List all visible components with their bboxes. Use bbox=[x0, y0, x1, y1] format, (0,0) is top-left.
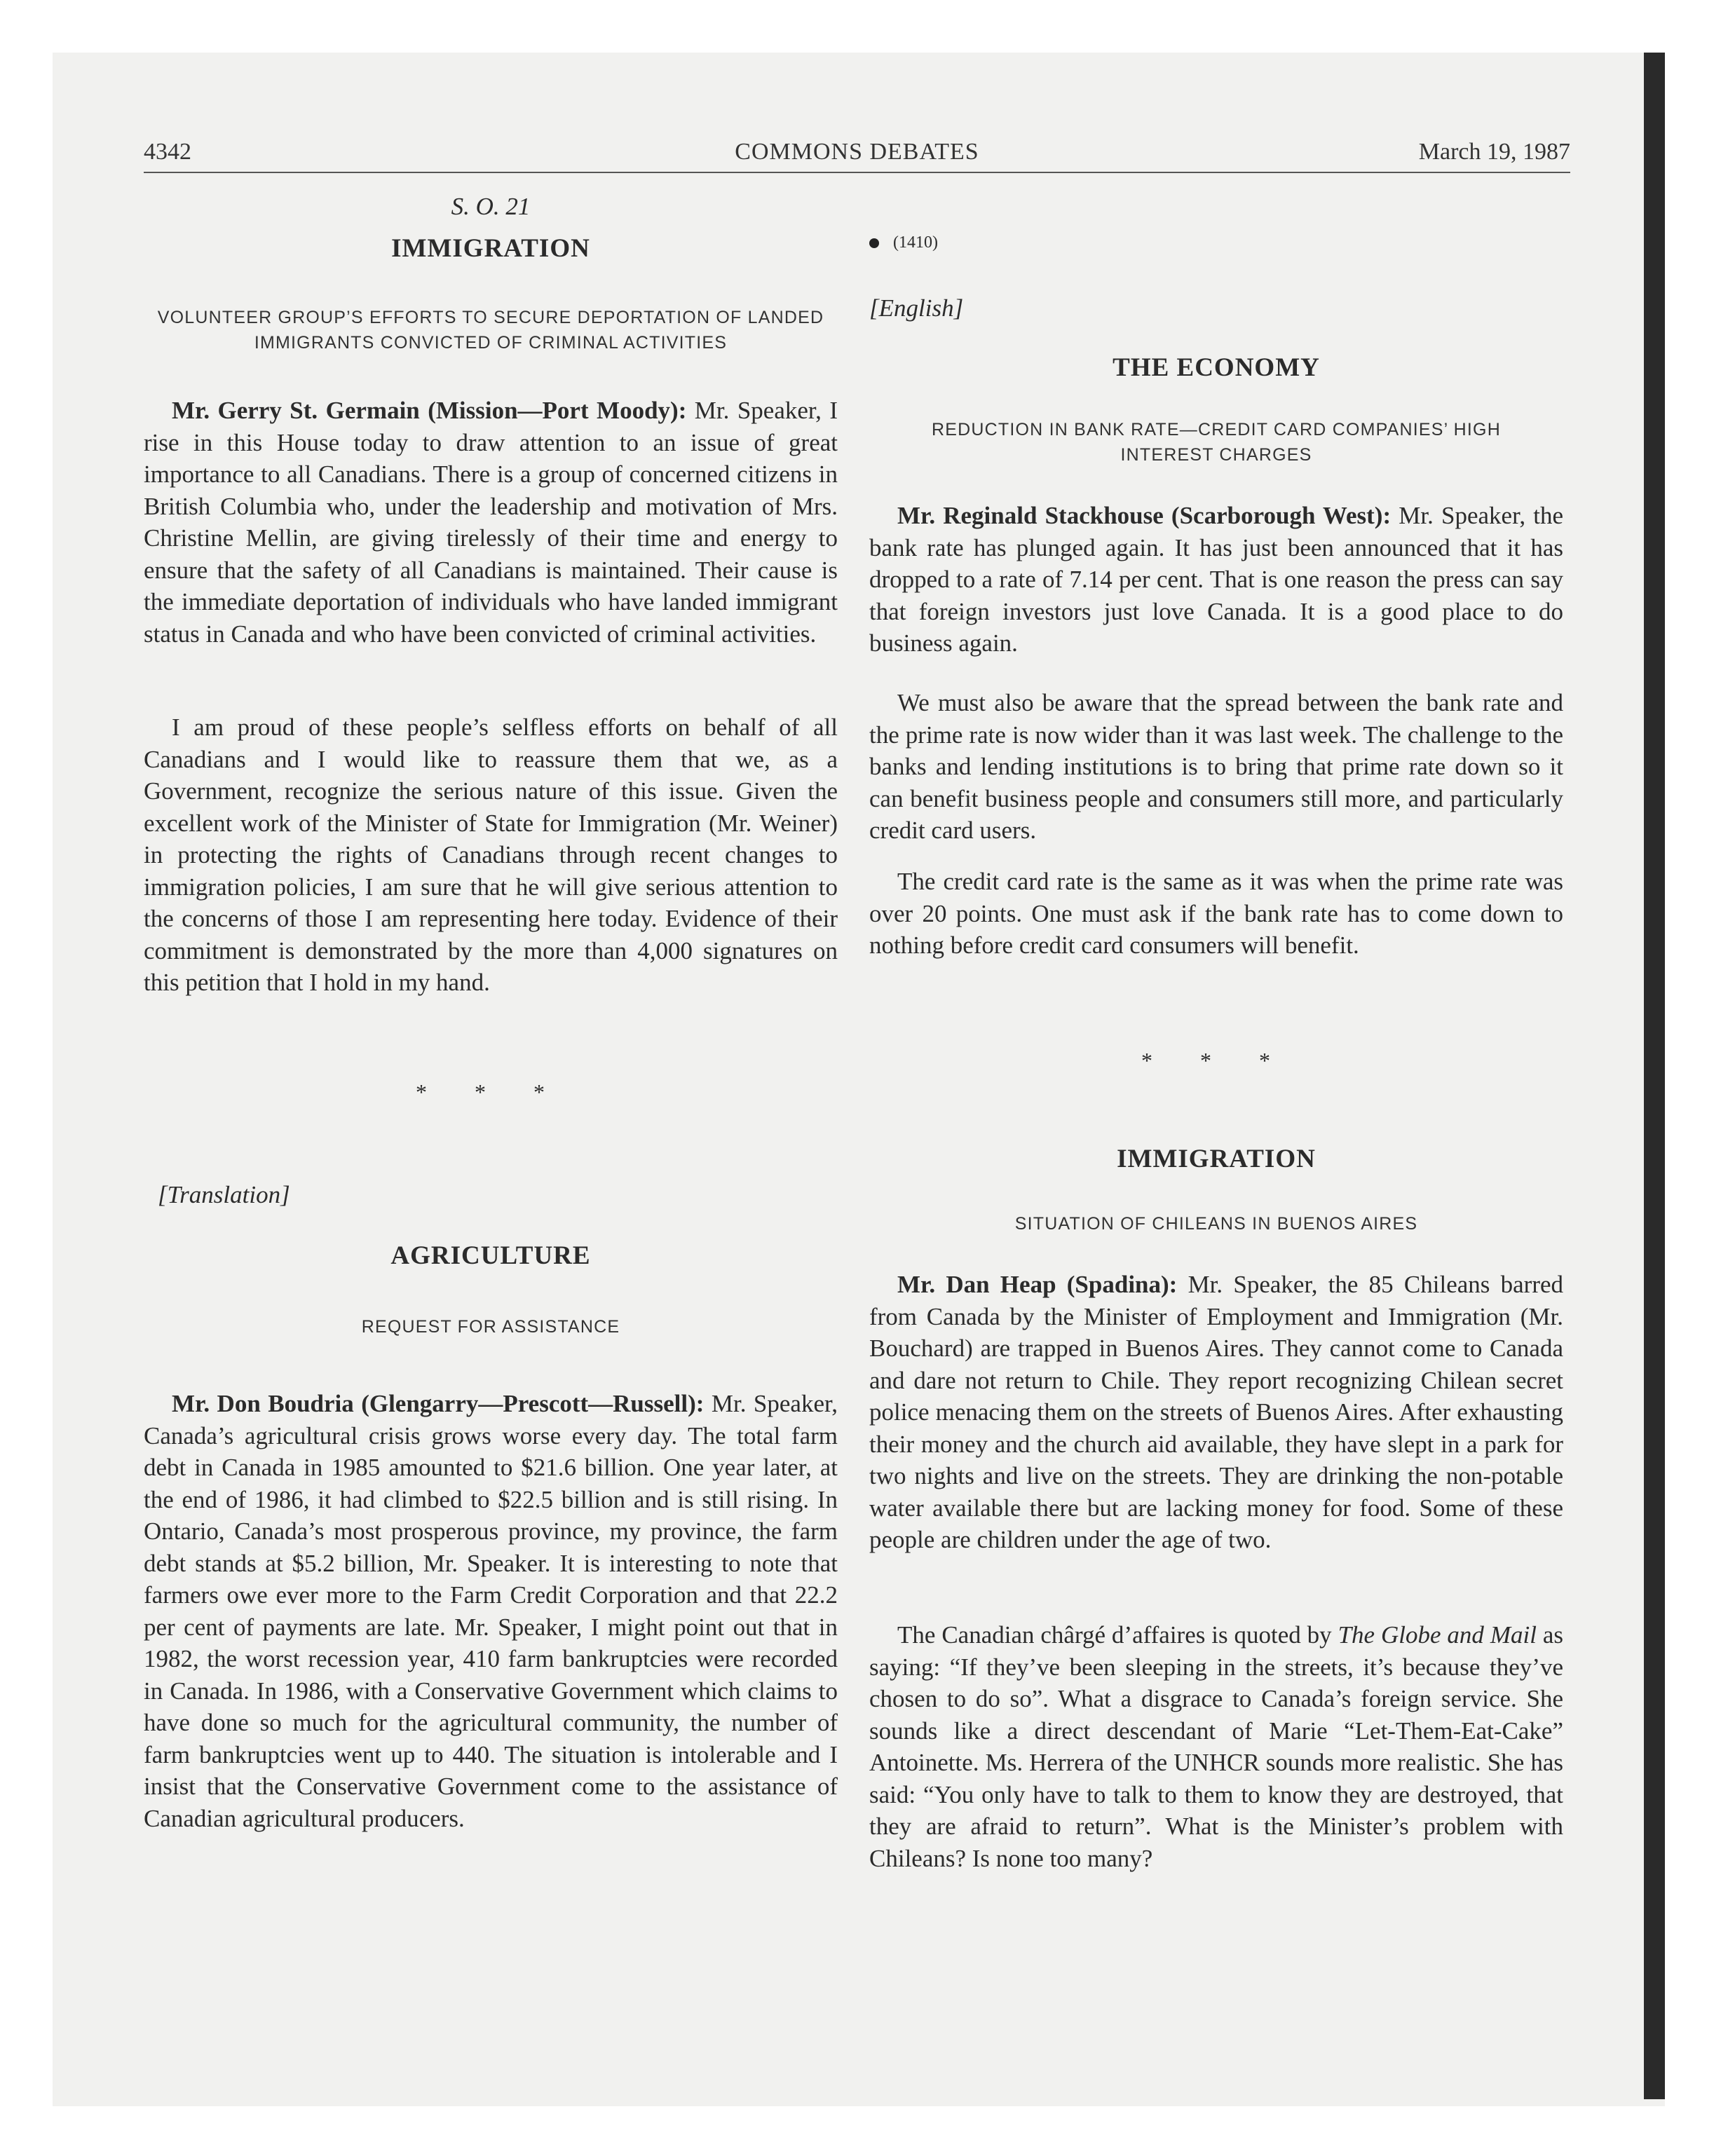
speech-text: Mr. Speaker, I rise in this House today to draw attention to an issue of great importance to all Canadians. There is a group of concerned citizens in British Columbia who, under the leadership and motivation of Mrs. Christine Mellin, are giving tirelessly of their time and energy to ensure that the safety of all Canadians is maintained. Their cause is the immediate deportation of individuals who have landed immigrant status in Canada and who have been convicted of criminal activities. bbox=[144, 397, 838, 648]
speaker-stackhouse: Mr. Reginald Stackhouse (Scarborough West): bbox=[897, 502, 1392, 529]
speech-text: as saying: “If they’ve been sleeping in the streets, it’s because they’ve chosen to do so”. What a disgrace to Canada’s foreign service. She sounds like a direct descendant of Marie “Let-Them-Eat-Cake” Antoinette. Ms. Herrera of the UNHCR sounds more realistic. She has said: “You only have to talk to them to know they are destroyed, that they are afraid to return”. What is the Minister’s problem with Chileans? Is none too many? bbox=[869, 1621, 1564, 1872]
speech-text: Mr. Speaker, the bank rate has plunged again. It has just been announced that it has dropped to a rate of 7.14 per cent. That is one reason the press can say that foreign investors just love Canada. It is a good place to do business again. bbox=[869, 502, 1563, 657]
speech-stackhouse-p2: We must also be aware that the spread between the bank rate and the prime rate is now wider than it was last week. The challenge to the banks and lending institutions is to bring that prime rate down so it can benefit business people and consumers still more, and particularly credit card users. bbox=[869, 689, 1563, 844]
speech-heap-p1 bbox=[869, 1269, 1563, 1556]
speech-text: Mr. Speaker, the 85 Chileans barred from Canada by the Minister of Employment and Immigration (Mr. Bouchard) are trapped in Buenos Aires. They cannot come to Canada and dare not return to Chile. They report recognizing Chilean secret police menacing them on the streets of Buenos Aires. After exhausting their money and the church aid available, they have slept in a park for two nights and live on the streets. They are drinking the non-potable water available there but are lacking money for food. Some of these people are children under the age of two. bbox=[869, 1271, 1564, 1553]
speech-stackhouse-p1 bbox=[869, 500, 1563, 660]
speaker-boudria: Mr. Don Boudria (Glengarry—Prescott—Russell): bbox=[172, 1390, 705, 1417]
section-separator: * * * bbox=[1141, 1048, 1291, 1073]
speaker-st-germain: Mr. Gerry St. Germain (Mission—Port Moody): bbox=[172, 397, 687, 424]
issue-date: March 19, 1987 bbox=[1418, 139, 1570, 165]
speech-st-germain-p1 bbox=[144, 395, 838, 650]
subheading-chileans: SITUATION OF CHILEANS IN BUENOS AIRES bbox=[1014, 1214, 1418, 1234]
scan-edge-bar bbox=[1644, 53, 1665, 2099]
speaker-heap: Mr. Dan Heap (Spadina): bbox=[897, 1271, 1178, 1298]
bullet-dot-icon bbox=[869, 238, 879, 248]
page-number: 4342 bbox=[144, 139, 191, 165]
section-heading-agriculture: AGRICULTURE bbox=[390, 1241, 591, 1270]
speech-heap-p2 bbox=[869, 1619, 1563, 1874]
standing-order-label: S. O. 21 bbox=[451, 193, 531, 220]
speech-boudria bbox=[144, 1388, 838, 1834]
subheading-bank-rate: REDUCTION IN BANK RATE—CREDIT CARD COMPANIES’ HIGH INTEREST CHARGES bbox=[932, 420, 1501, 465]
section-heading-economy: THE ECONOMY bbox=[1113, 353, 1320, 382]
speech-text: Mr. Speaker, Canada’s agricultural crisis grows worse every day. The total farm debt in Canada in 1985 amounted to $21.6 billion. One year later, at the end of 1986, it had climbed to $22.5 billion and is still rising. In Ontario, Canada’s most prosperous province, my province, the farm debt stands at $5.2 billion, Mr. Speaker. It is interesting to note that farmers owe ever more to the Farm Credit Corporation and that 22.2 per cent of payments are late. Mr. Speaker, I might point out that in 1982, the worst recession year, 410 farm bankruptcies were recorded in Canada. In 1986, with a Conservative Government which claims to have done so much for the agricultural community, the number of farm bankruptcies went up to 440. The situation is intolerable and I insist that the Conservative Government come to the assistance of Canadian agricultural producers. bbox=[144, 1390, 838, 1832]
speech-stackhouse-p3: The credit card rate is the same as it was when the prime rate was over 20 points. One must ask if the bank rate has to come down to nothing before credit card consumers will benefit. bbox=[869, 868, 1563, 959]
publication-title: COMMONS DEBATES bbox=[735, 139, 979, 165]
section-separator: * * * bbox=[416, 1079, 566, 1105]
english-tag: [English] bbox=[869, 294, 964, 322]
speech-text: The Canadian chârgé d’affaires is quoted by bbox=[897, 1621, 1338, 1649]
subheading-assistance: REQUEST FOR ASSISTANCE bbox=[361, 1317, 620, 1337]
header-rule bbox=[144, 172, 1570, 173]
running-header bbox=[144, 139, 1570, 174]
time-marker-text: (1410) bbox=[893, 233, 938, 252]
newspaper-title: The Globe and Mail bbox=[1338, 1621, 1537, 1649]
speech-st-germain-p2: I am proud of these people’s selfless efforts on behalf of all Canadians and I would like to reassure them that we, as a Government, recognize the serious nature of this issue. Given the excellent work of the Minister of State for Immigration (Mr. Weiner) in protecting the rights of Canadians through recent changes to immigration policies, I am sure that he will give serious attention to the concerns of those I am representing here today. Evidence of their commitment is demonstrated by the more than 4,000 signatures on this petition that I hold in my hand. bbox=[144, 714, 838, 996]
section-heading-immigration-2: IMMIGRATION bbox=[1117, 1145, 1316, 1173]
translation-tag: [Translation] bbox=[158, 1181, 290, 1208]
subheading-deportation: VOLUNTEER GROUP’S EFFORTS TO SECURE DEPORTATION OF LANDED IMMIGRANTS CONVICTED OF CRIMINAL ACTIVITIES bbox=[157, 308, 824, 353]
time-marker bbox=[869, 233, 938, 252]
section-heading-immigration: IMMIGRATION bbox=[391, 234, 590, 263]
